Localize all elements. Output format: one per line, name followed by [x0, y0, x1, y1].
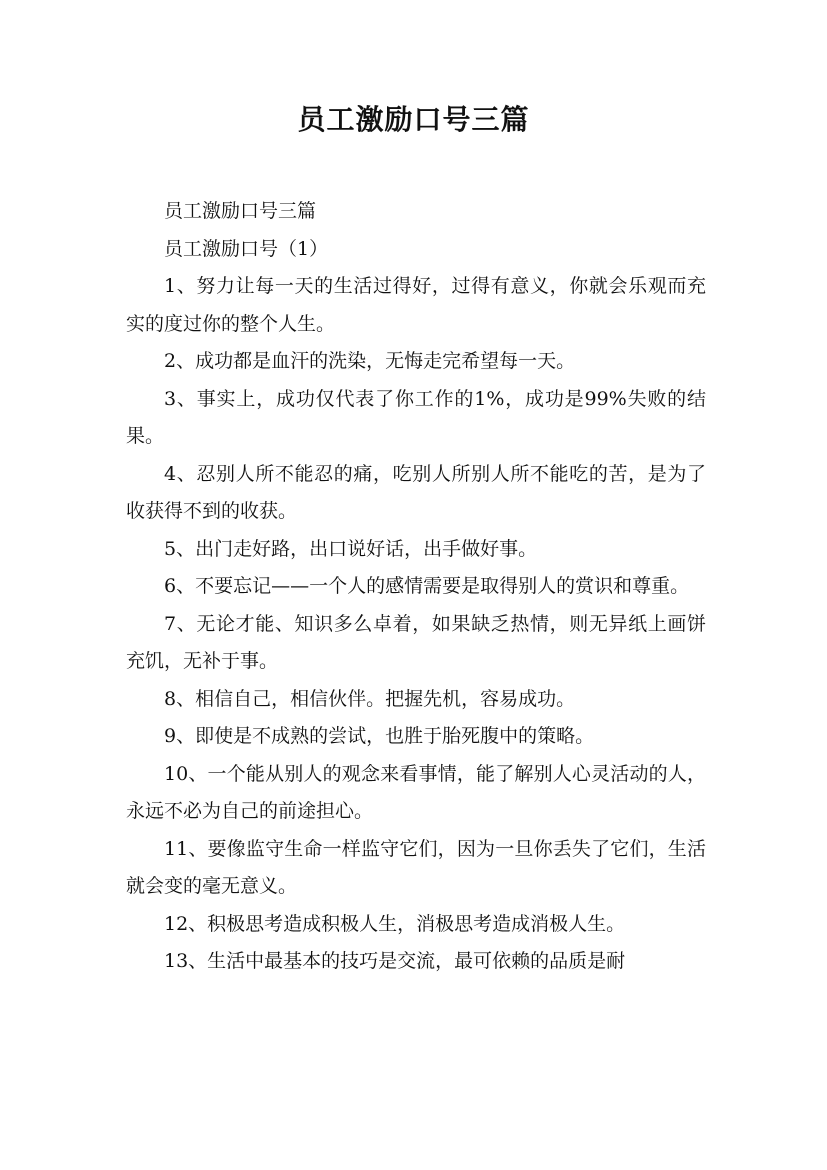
slogan-item: 7、无论才能、知识多么卓着，如果缺乏热情，则无异纸上画饼充饥，无补于事。 — [126, 612, 706, 672]
document-title: 员工激励口号三篇 — [297, 103, 530, 136]
section-heading: 员工激励口号（1） — [164, 237, 329, 260]
slogan-item: 11、要像监守生命一样监守它们，因为一旦你丢失了它们，生活就会变的毫无意义。 — [126, 837, 706, 897]
slogan-item: 10、一个能从别人的观念来看事情，能了解别人心灵活动的人，永远不必为自己的前途担心。 — [126, 762, 706, 822]
slogan-item: 13、生活中最基本的技巧是交流，最可依赖的品质是耐 — [164, 950, 626, 972]
document-body — [126, 193, 706, 981]
subtitle-paragraph: 员工激励口号三篇 — [164, 200, 317, 222]
slogan-item: 12、积极思考造成积极人生，消极思考造成消极人生。 — [164, 912, 626, 935]
slogan-item: 8、相信自己，相信伙伴。把握先机，容易成功。 — [164, 687, 576, 710]
slogan-item: 5、出门走好路，出口说好话，出手做好事。 — [164, 537, 538, 560]
slogan-item: 6、不要忘记——一个人的感情需要是取得别人的赏识和尊重。 — [164, 575, 690, 597]
slogan-item: 9、即使是不成熟的尝试，也胜于胎死腹中的策略。 — [164, 725, 595, 747]
slogan-item: 3、事实上，成功仅代表了你工作的1%，成功是99%失败的结果。 — [126, 387, 706, 447]
slogan-item: 2、成功都是血汗的洗染，无悔走完希望每一天。 — [164, 350, 576, 372]
slogan-item: 1、努力让每一天的生活过得好，过得有意义，你就会乐观而充实的度过你的整个人生。 — [126, 275, 706, 335]
slogan-item: 4、忍别人所不能忍的痛，吃别人所别人所不能吃的苦，是为了收获得不到的收获。 — [126, 462, 706, 522]
